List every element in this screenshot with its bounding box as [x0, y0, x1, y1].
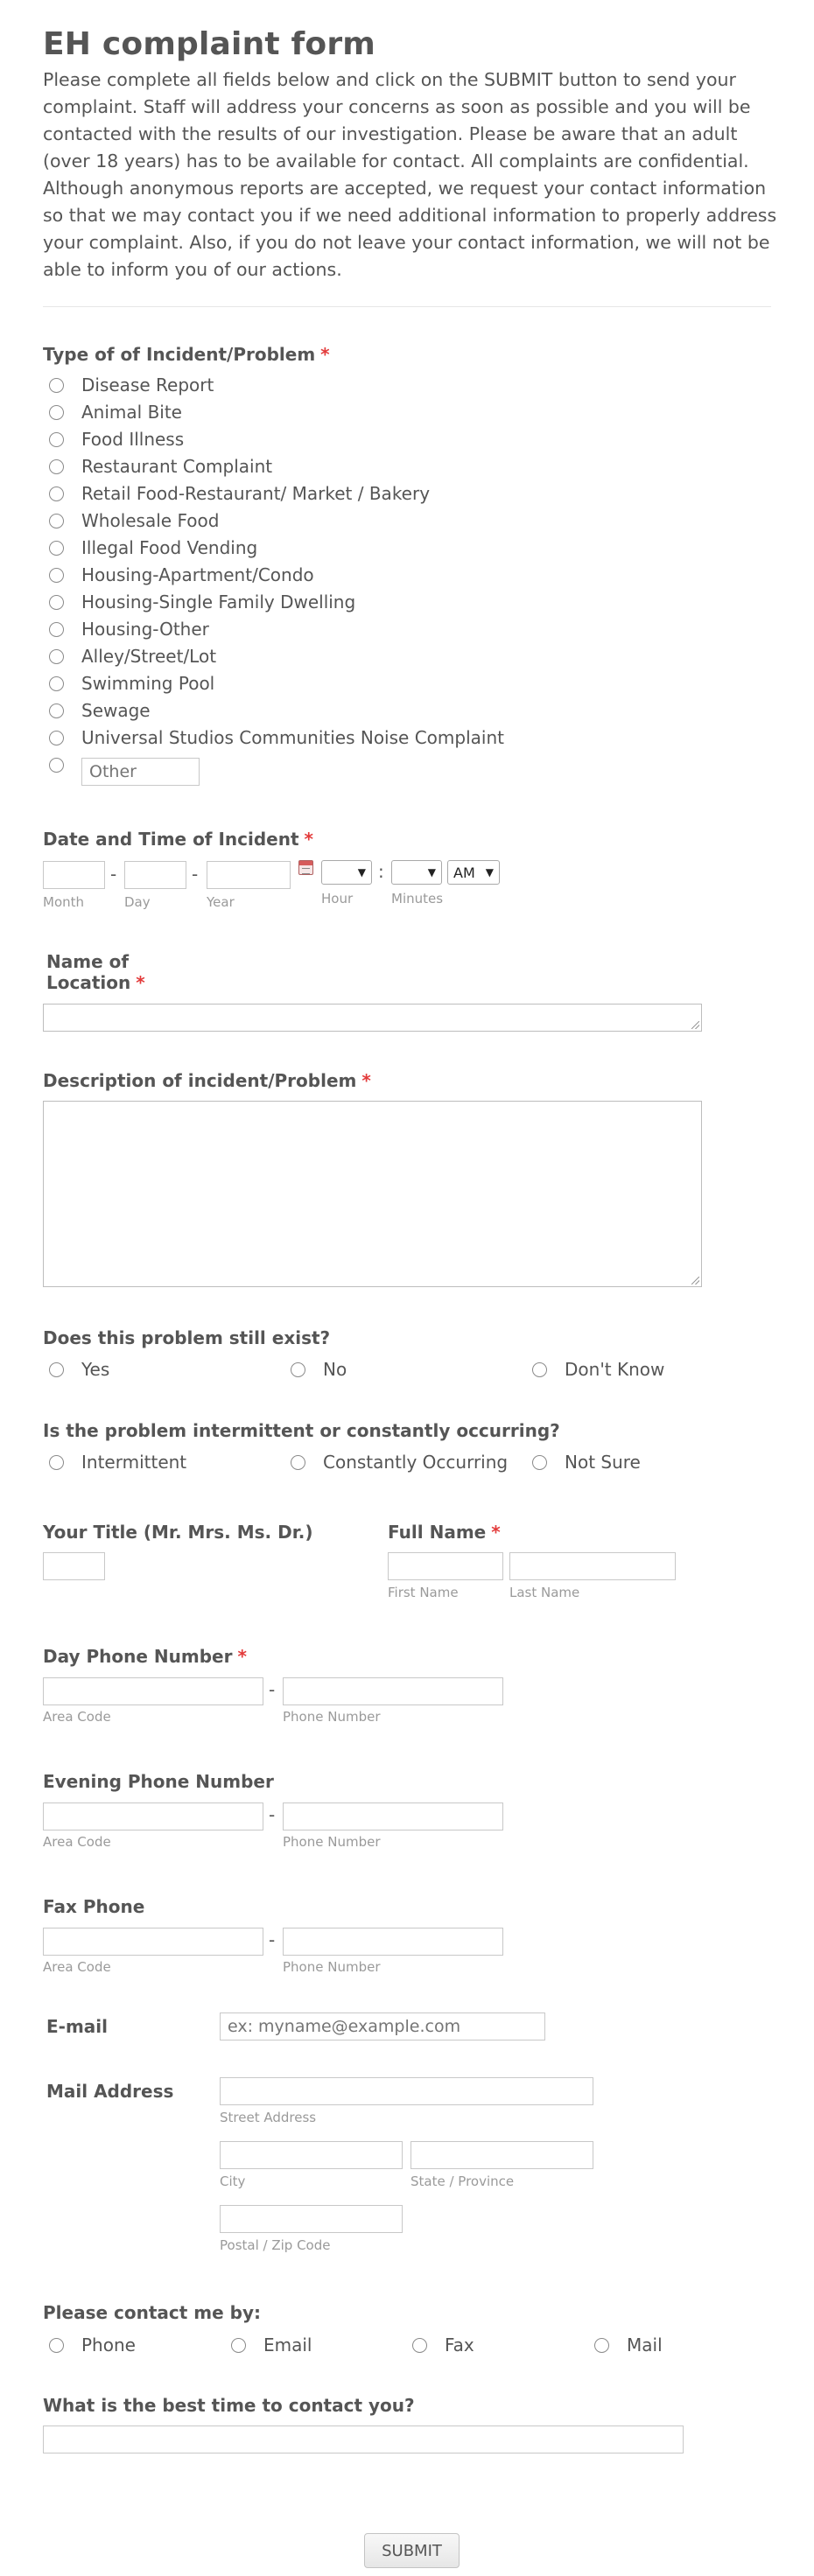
best-time-label: What is the best time to contact you? [43, 2395, 415, 2416]
area-code-sublabel: Area Code [43, 1834, 111, 1850]
still-exist-option-no[interactable] [291, 1357, 347, 1382]
fax-area-input[interactable] [43, 1928, 263, 1956]
incident-option-other[interactable] [49, 752, 81, 777]
city-sublabel: City [220, 2174, 246, 2189]
incident-option[interactable] [49, 671, 214, 696]
required-mark: * [304, 829, 314, 850]
page-title: EH complaint form [43, 26, 376, 62]
area-code-sublabel: Area Code [43, 1959, 111, 1975]
description-label: Description of incident/Problem * [43, 1070, 371, 1091]
minutes-sublabel: Minutes [391, 891, 444, 906]
day-phone-label: Day Phone Number * [43, 1646, 247, 1667]
date-separator: - [192, 864, 199, 885]
still-exist-option-dont-know[interactable] [532, 1357, 664, 1382]
option-label: Don't Know [565, 1359, 665, 1380]
radio-button[interactable] [291, 1362, 305, 1377]
option-label: Intermittent [81, 1452, 187, 1473]
month-sublabel: Month [43, 894, 85, 910]
option-label: Alley/Street/Lot [81, 646, 217, 667]
radio-button[interactable] [49, 2338, 64, 2353]
resize-handle-icon[interactable] [691, 1277, 699, 1284]
radio-button[interactable] [49, 595, 64, 610]
radio-button[interactable] [49, 541, 64, 556]
incident-option[interactable] [49, 590, 355, 614]
radio-button[interactable] [49, 731, 64, 746]
intermittent-option-intermittent[interactable] [49, 1450, 186, 1474]
option-label: Wholesale Food [81, 510, 220, 531]
option-label: No [323, 1359, 347, 1380]
radio-button[interactable] [49, 405, 64, 420]
submit-button[interactable]: SUBMIT [364, 2533, 460, 2568]
year-sublabel: Year [207, 894, 235, 910]
option-label: Mail [627, 2334, 663, 2356]
incident-option[interactable] [49, 373, 214, 397]
area-code-sublabel: Area Code [43, 1709, 111, 1725]
required-mark: * [237, 1646, 247, 1667]
intermittent-option-constant[interactable] [291, 1450, 508, 1474]
hour-sublabel: Hour [321, 891, 354, 906]
street-address-input[interactable] [220, 2077, 593, 2105]
contact-by-option-mail[interactable] [594, 2333, 663, 2357]
location-label: Name of Location * [46, 951, 145, 993]
required-mark: * [320, 344, 330, 365]
incident-option[interactable] [49, 508, 219, 533]
required-mark: * [491, 1522, 501, 1543]
option-label: Food Illness [81, 429, 185, 450]
incident-option[interactable] [49, 481, 430, 506]
option-label: Restaurant Complaint [81, 456, 273, 477]
radio-button[interactable] [49, 704, 64, 718]
option-label: Illegal Food Vending [81, 537, 258, 558]
your-title-input[interactable] [43, 1552, 105, 1580]
incident-type-label: Type of of Incident/Problem * [43, 344, 330, 365]
incident-option[interactable] [49, 400, 182, 424]
day-sublabel: Day [124, 894, 151, 910]
chevron-down-icon: ▼ [485, 866, 494, 878]
contact-by-option-email[interactable] [231, 2333, 312, 2357]
radio-button[interactable] [49, 1362, 64, 1377]
evening-phone-label: Evening Phone Number [43, 1771, 274, 1792]
street-address-sublabel: Street Address [220, 2110, 317, 2125]
radio-button[interactable] [49, 514, 64, 528]
ampm-select[interactable] [447, 860, 500, 885]
incident-option[interactable] [49, 644, 216, 668]
hour-select[interactable] [321, 860, 372, 885]
email-input[interactable] [220, 2012, 545, 2040]
radio-button[interactable] [49, 622, 64, 637]
radio-button[interactable] [49, 676, 64, 691]
radio-button[interactable] [49, 378, 64, 393]
full-name-label: Full Name * [388, 1522, 501, 1543]
description-textarea[interactable] [43, 1101, 702, 1287]
option-label: Animal Bite [81, 402, 182, 423]
incident-option[interactable] [49, 536, 257, 560]
phone-number-sublabel: Phone Number [283, 1834, 381, 1850]
radio-button[interactable] [49, 432, 64, 447]
city-input[interactable] [220, 2141, 403, 2169]
month-input[interactable] [43, 861, 105, 889]
minutes-select[interactable] [391, 860, 442, 885]
your-title-label: Your Title (Mr. Mrs. Ms. Dr.) [43, 1522, 313, 1543]
intermittent-option-not-sure[interactable] [532, 1450, 641, 1474]
required-mark: * [136, 972, 145, 993]
postal-code-input[interactable] [220, 2205, 403, 2233]
radio-button[interactable] [412, 2338, 427, 2353]
mail-address-label: Mail Address [46, 2081, 174, 2102]
phone-separator: - [269, 1929, 276, 1950]
incident-option[interactable] [49, 454, 272, 479]
option-label: Disease Report [81, 374, 214, 396]
divider [43, 306, 771, 307]
state-input[interactable] [411, 2141, 593, 2169]
fax-number-input[interactable] [283, 1928, 503, 1956]
option-label: Housing-Single Family Dwelling [81, 592, 356, 612]
resize-handle-icon[interactable] [691, 1021, 699, 1029]
radio-button[interactable] [49, 758, 64, 773]
incident-option[interactable] [49, 563, 314, 587]
phone-separator: - [269, 1679, 276, 1700]
last-name-input[interactable] [509, 1552, 676, 1580]
incident-option[interactable] [49, 617, 209, 641]
incident-option[interactable] [49, 698, 151, 723]
radio-button[interactable] [49, 568, 64, 583]
radio-button[interactable] [49, 459, 64, 474]
option-label: Phone [81, 2334, 136, 2356]
day-input[interactable] [124, 861, 186, 889]
fax-phone-label: Fax Phone [43, 1896, 145, 1917]
radio-button[interactable] [594, 2338, 609, 2353]
option-label: Swimming Pool [81, 673, 215, 694]
phone-separator: - [269, 1804, 276, 1825]
radio-button[interactable] [49, 1455, 64, 1470]
date-separator: - [110, 864, 117, 885]
datetime-label: Date and Time of Incident * [43, 829, 314, 850]
option-label: Sewage [81, 700, 151, 721]
chevron-down-icon: ▼ [357, 866, 366, 878]
incident-option[interactable] [49, 725, 504, 750]
contact-by-option-fax[interactable] [412, 2333, 474, 2357]
phone-number-sublabel: Phone Number [283, 1709, 381, 1725]
state-sublabel: State / Province [411, 2174, 515, 2189]
intermittent-label: Is the problem intermittent or constantly occurring? [43, 1420, 560, 1441]
email-label: E-mail [46, 2016, 109, 2037]
option-label: Constantly Occurring [323, 1452, 509, 1473]
first-name-input[interactable] [388, 1552, 503, 1580]
contact-by-option-phone[interactable] [49, 2333, 136, 2357]
option-label: Retail Food-Restaurant/ Market / Bakery [81, 483, 431, 504]
last-name-sublabel: Last Name [509, 1585, 580, 1600]
radio-button[interactable] [231, 2338, 246, 2353]
option-label: Housing-Other [81, 619, 209, 640]
radio-button[interactable] [49, 486, 64, 501]
incident-option[interactable] [49, 427, 184, 452]
ampm-value: AM [453, 864, 475, 881]
radio-button[interactable] [291, 1455, 305, 1470]
option-label: Email [263, 2334, 312, 2356]
location-input[interactable] [43, 1004, 702, 1032]
contact-by-label: Please contact me by: [43, 2302, 261, 2323]
incident-other-input[interactable] [81, 758, 200, 786]
time-separator: : [378, 861, 384, 882]
still-exist-label: Does this problem still exist? [43, 1327, 331, 1348]
postal-code-sublabel: Postal / Zip Code [220, 2237, 331, 2253]
calendar-icon[interactable] [298, 860, 313, 875]
evening-phone-number-input[interactable] [283, 1802, 503, 1830]
chevron-down-icon: ▼ [427, 866, 436, 878]
radio-button[interactable] [532, 1455, 547, 1470]
best-time-input[interactable] [43, 2426, 684, 2454]
required-mark: * [361, 1070, 371, 1091]
first-name-sublabel: First Name [388, 1585, 459, 1600]
day-phone-number-input[interactable] [283, 1677, 503, 1705]
still-exist-option-yes[interactable] [49, 1357, 109, 1382]
radio-button[interactable] [49, 649, 64, 664]
option-label: Housing-Apartment/Condo [81, 564, 314, 585]
evening-phone-area-input[interactable] [43, 1802, 263, 1830]
option-label: Universal Studios Communities Noise Complaint [81, 727, 504, 748]
option-label: Not Sure [565, 1452, 641, 1473]
day-phone-area-input[interactable] [43, 1677, 263, 1705]
option-label: Yes [81, 1359, 110, 1380]
radio-button[interactable] [532, 1362, 547, 1377]
phone-number-sublabel: Phone Number [283, 1959, 381, 1975]
option-label: Fax [445, 2334, 474, 2356]
intro-text: Please complete all fields below and click on the SUBMIT button to send your complaint. Staff will address your concerns as soon as possible and you will be contacted with the results of our investigation. Please be aware that an adult (over 18 years) has to be available for contact. All complaints are confidential. Although anonymous reports are accepted, we request your contact information so that we may contact you if we need additional information to properly address your complaint. Also, if you do not leave your contact information, we will not be able to inform you of our actions. [43, 69, 777, 280]
year-input[interactable] [207, 861, 291, 889]
